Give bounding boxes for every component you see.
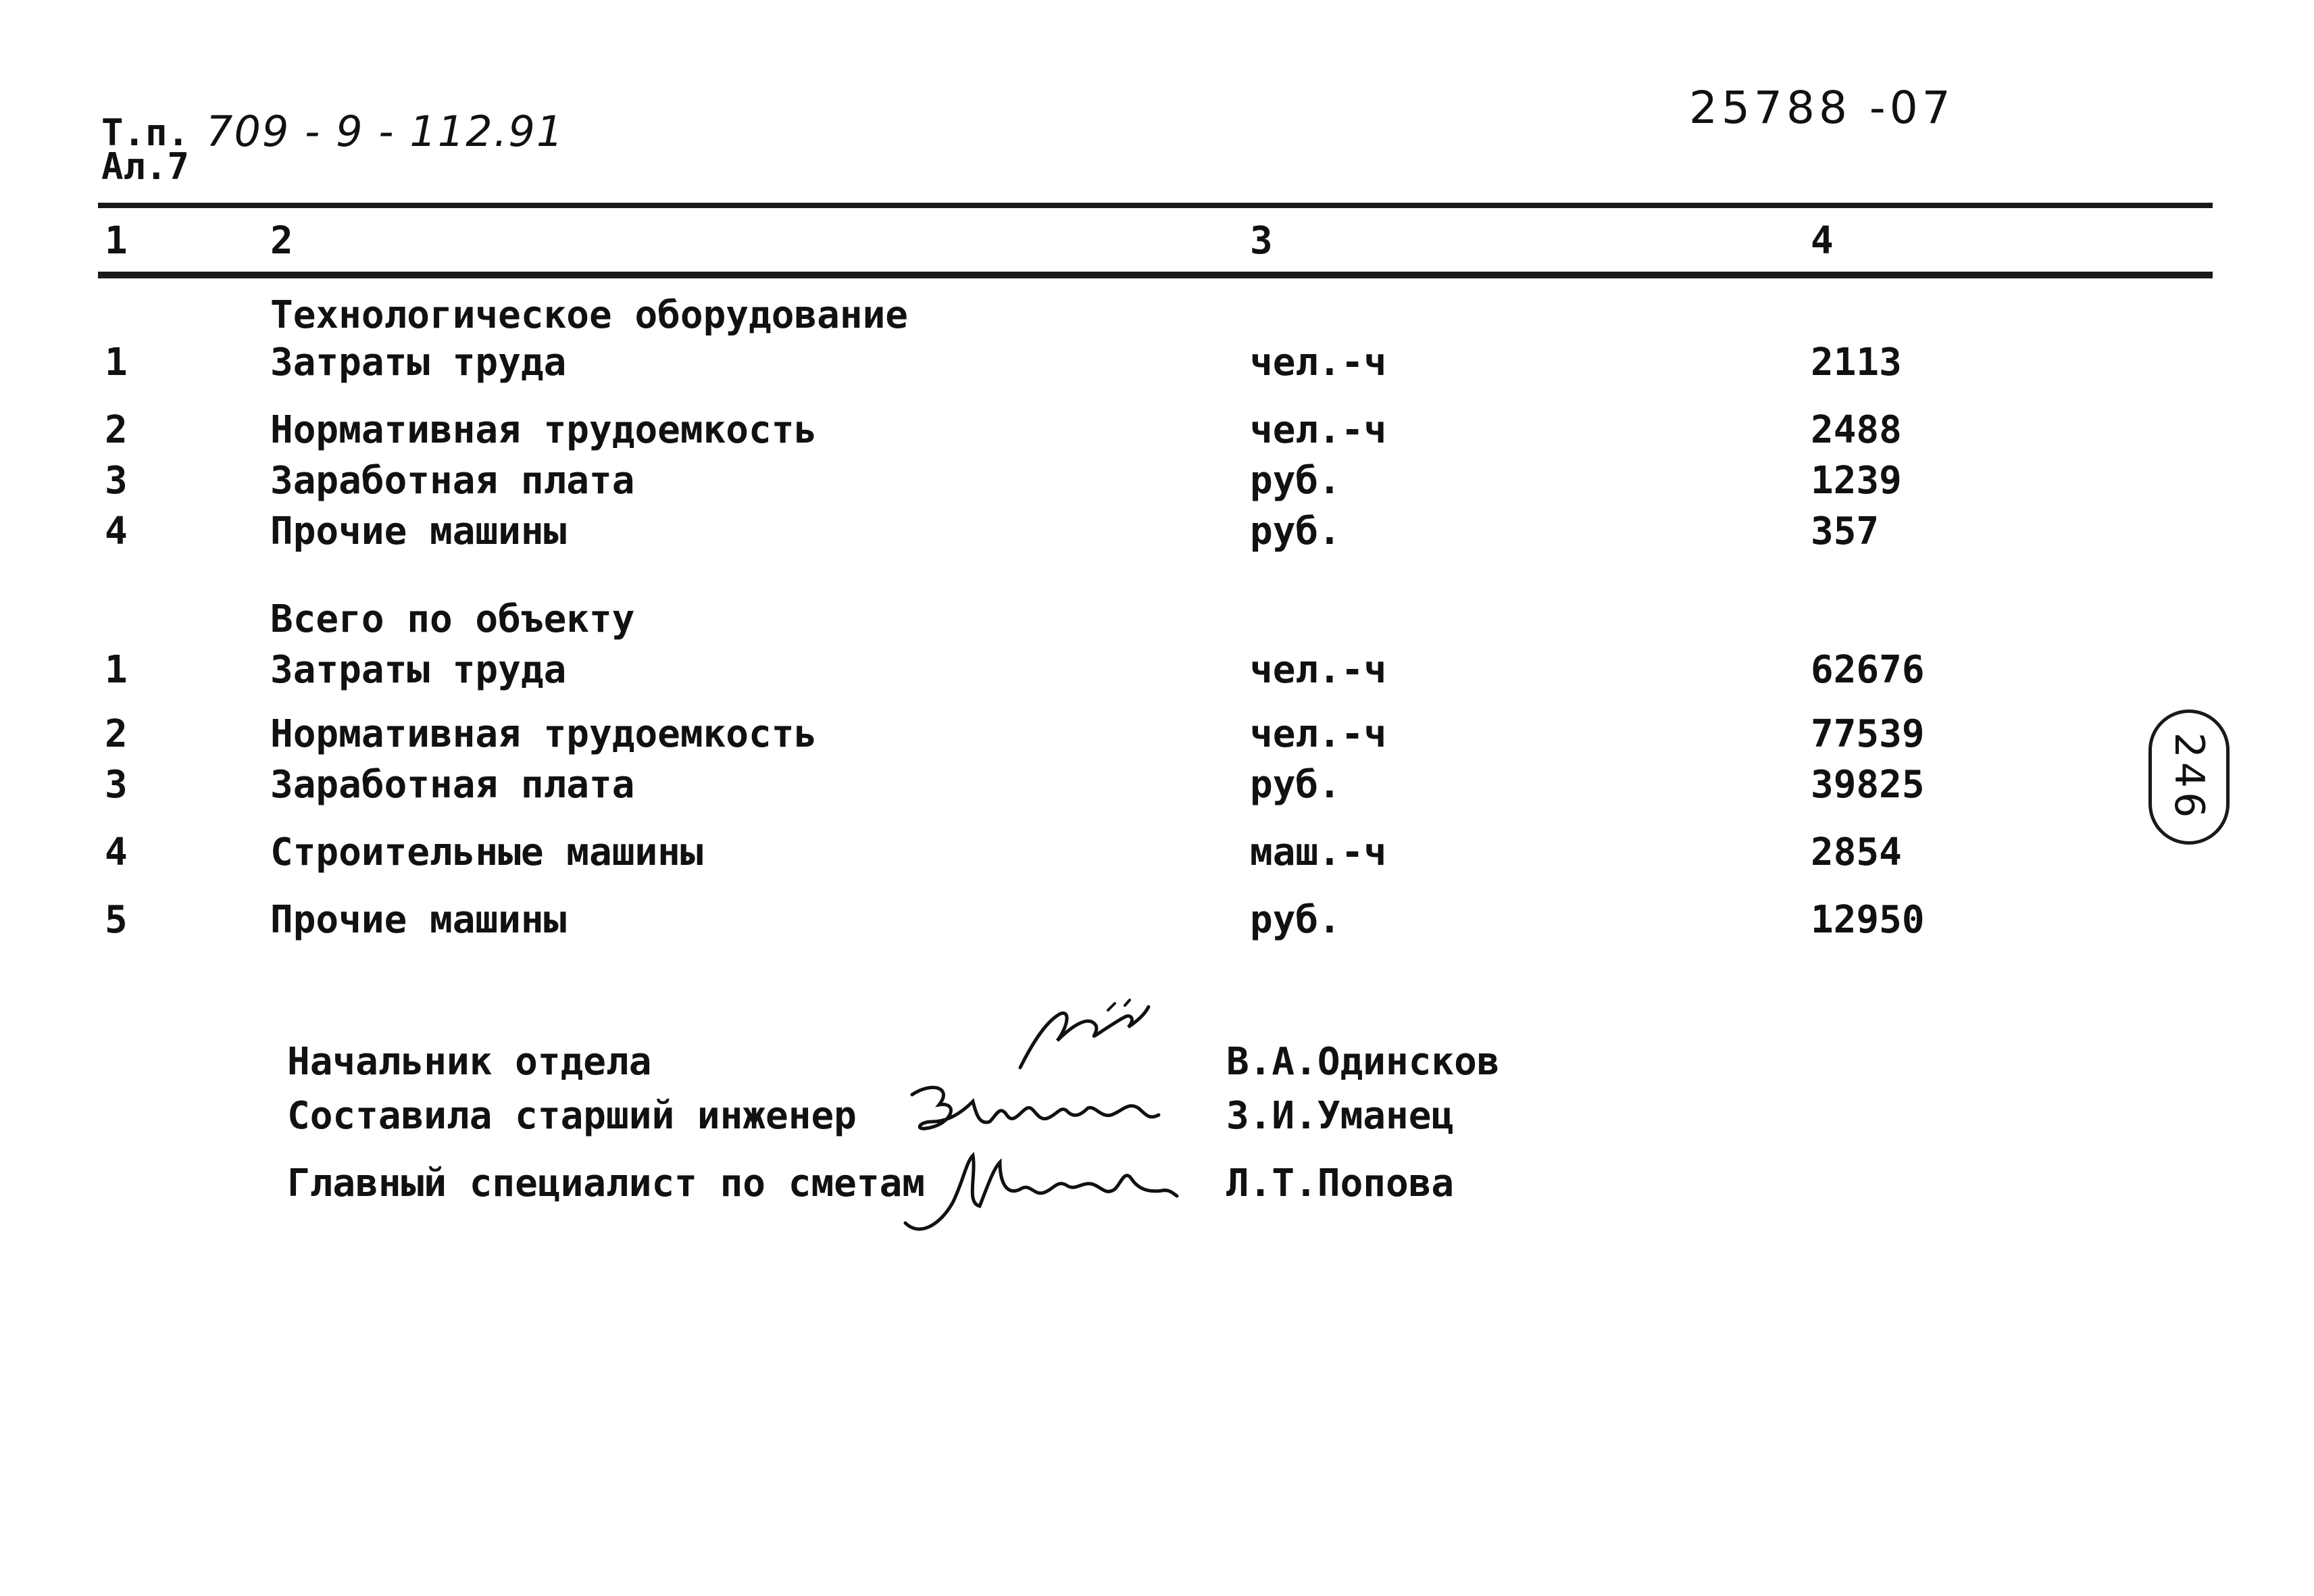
row-number: 4 — [105, 509, 128, 553]
row-value: 2854 — [1811, 830, 1902, 874]
row-name: Нормативная трудоемкость — [270, 408, 818, 452]
section-title: Всего по объекту — [270, 597, 635, 641]
row-value: 77539 — [1811, 712, 1925, 756]
row-name: Прочие машины — [270, 898, 567, 942]
column-header-2: 2 — [270, 219, 293, 263]
sheet-label: Ал.7 — [101, 145, 190, 188]
row-unit: чел.-ч — [1250, 648, 1387, 692]
row-unit: чел.-ч — [1250, 341, 1387, 384]
column-header-4: 4 — [1811, 219, 1834, 263]
row-unit: руб. — [1250, 763, 1341, 807]
signatory-role: Составила старший инженер — [287, 1094, 857, 1138]
table-header-rule — [98, 272, 2213, 278]
row-name: Затраты труда — [270, 648, 567, 692]
row-unit: маш.-ч — [1250, 830, 1387, 874]
row-unit: руб. — [1250, 459, 1341, 503]
row-value: 1239 — [1811, 459, 1902, 503]
row-name: Нормативная трудоемкость — [270, 712, 818, 756]
row-name: Заработная плата — [270, 459, 635, 503]
row-value: 2113 — [1811, 341, 1902, 384]
row-unit: чел.-ч — [1250, 712, 1387, 756]
row-unit: руб. — [1250, 509, 1341, 553]
row-number: 5 — [105, 898, 128, 942]
signatory-name: З.И.Уманец — [1226, 1094, 1455, 1138]
row-unit: руб. — [1250, 898, 1341, 942]
row-number: 2 — [105, 408, 128, 452]
column-header-1: 1 — [105, 219, 128, 263]
row-name: Строительные машины — [270, 830, 703, 874]
row-name: Затраты труда — [270, 341, 567, 384]
row-name: Заработная плата — [270, 763, 635, 807]
row-value: 62676 — [1811, 648, 1925, 692]
row-unit: чел.-ч — [1250, 408, 1387, 452]
signatory-role: Главный специалист по сметам — [287, 1162, 926, 1205]
signatory-name: В.А.Одинсков — [1226, 1040, 1500, 1084]
row-number: 3 — [105, 459, 128, 503]
section-title: Технологическое оборудование — [270, 293, 909, 337]
column-header-3: 3 — [1250, 219, 1273, 263]
signatory-name: Л.Т.Попова — [1226, 1162, 1455, 1205]
tp-label: Т.п. — [101, 111, 190, 154]
row-value: 357 — [1811, 509, 1880, 553]
row-value: 12950 — [1811, 898, 1925, 942]
row-number: 4 — [105, 830, 128, 874]
page-number-stamp — [2148, 709, 2230, 845]
page-number: 246 — [2165, 732, 2213, 822]
signatory-role: Начальник отдела — [287, 1040, 652, 1084]
row-name: Прочие машины — [270, 509, 567, 553]
handwritten-signature-2 — [899, 1074, 1169, 1149]
handwritten-signature-1 — [1007, 993, 1155, 1081]
row-number: 1 — [105, 648, 128, 692]
project-code: 709 - 9 - 112.91 — [206, 107, 565, 156]
row-number: 2 — [105, 712, 128, 756]
row-number: 3 — [105, 763, 128, 807]
handwritten-signature-3 — [899, 1142, 1182, 1243]
row-value: 39825 — [1811, 763, 1925, 807]
row-number: 1 — [105, 341, 128, 384]
table-top-rule — [98, 203, 2213, 208]
row-value: 2488 — [1811, 408, 1902, 452]
document-number: 25788 -07 — [1689, 82, 1955, 134]
